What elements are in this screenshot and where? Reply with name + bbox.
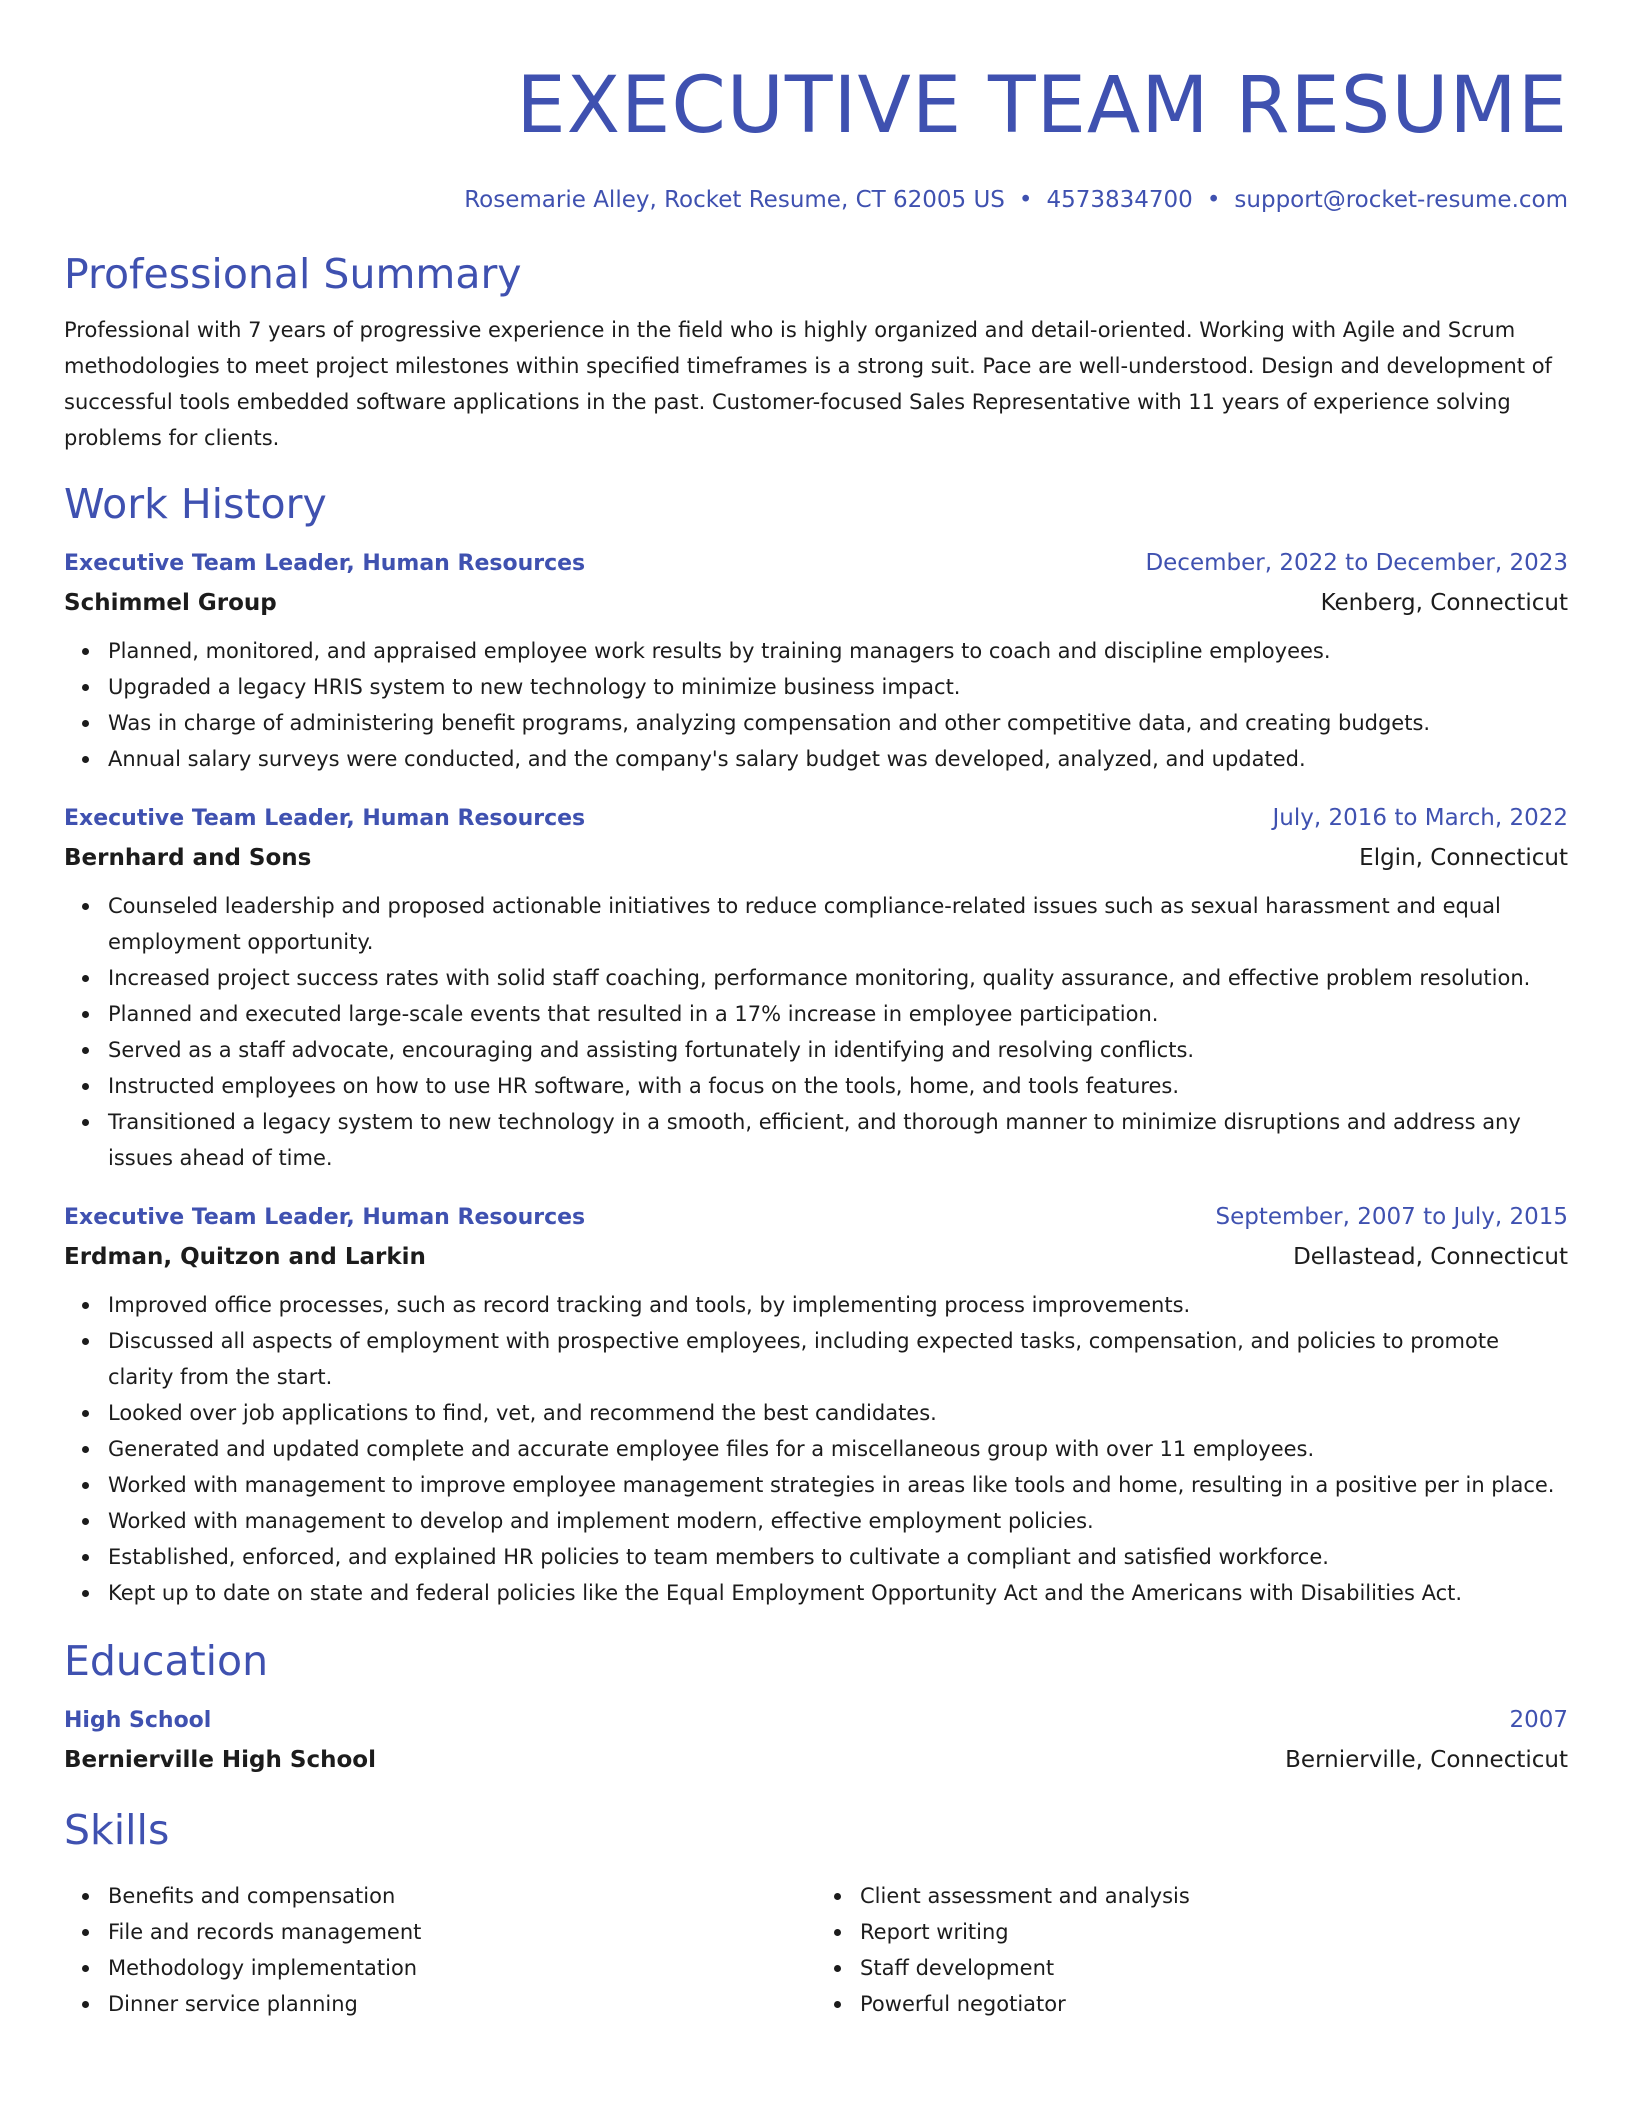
skills-columns [64,1868,1568,2022]
list-item-text: Improved office processes, such as record tracking and tools, by implementing process improvements. [108,1293,1191,1317]
list-item [108,1323,1568,1395]
bullet-icon [82,903,89,910]
list-item [860,1950,1568,1986]
bullet-icon [82,975,89,982]
job-dates: December, 2022 to December, 2023 [1145,550,1568,576]
list-item [108,633,1568,669]
list-item-text: Dinner service planning [108,1992,358,2016]
list-item [108,1287,1568,1323]
list-item-text: Served as a staff advocate, encouraging and assisting fortunately in identifying and resolving conflicts. [108,1038,1195,1062]
job-company-row [64,1237,1568,1277]
job-location: Dellastead, Connecticut [1293,1244,1568,1270]
job-dates: July, 2016 to March, 2022 [1272,805,1568,831]
list-item [108,1032,1568,1068]
bullet-icon [82,1047,89,1054]
list-item [108,1878,816,1914]
work-history-section [64,476,1568,1611]
job-company-row [64,838,1568,878]
job-header-row [64,544,1568,583]
section-heading-work-history: Work History [64,480,327,528]
bullet-icon [82,720,89,727]
list-item [108,1914,816,1950]
list-item [108,1467,1568,1503]
job-role: Executive Team Leader, Human Resources [64,1205,586,1230]
skills-section [64,1802,1568,2022]
job-company: Erdman, Quitzon and Larkin [64,1244,426,1270]
bullet-icon [834,1893,841,1900]
bullet-icon [82,1410,89,1417]
bullet-icon [82,1083,89,1090]
list-item-text: Counseled leadership and proposed actionable initiatives to reduce compliance-related issues such as sexual harassment and equal employment opportunity. [108,894,1501,954]
list-item-text: Transitioned a legacy system to new technology in a smooth, efficient, and thorough manner to minimize disruptions and address any issues ahead of time. [108,1110,1521,1170]
job-role: Executive Team Leader, Human Resources [64,806,586,831]
list-item-text: Was in charge of administering benefit programs, analyzing compensation and other competitive data, and creating budgets. [108,711,1431,735]
list-item [108,1395,1568,1431]
list-item-text: Upgraded a legacy HRIS system to new technology to minimize business impact. [108,675,961,699]
list-item [860,1986,1568,2022]
job-entry [64,544,1568,777]
contact-separator: • [1018,187,1033,213]
list-item [108,1068,1568,1104]
bullet-icon [82,1446,89,1453]
job-role: Executive Team Leader, Human Resources [64,551,586,576]
list-item-text: Instructed employees on how to use HR software, with a focus on the tools, home, and tools features. [108,1074,1180,1098]
bullet-icon [82,1338,89,1345]
list-item [108,705,1568,741]
job-company: Schimmel Group [64,590,277,616]
list-item-text: Kept up to date on state and federal policies like the Equal Employment Opportunity Act and the Americans with Disabilities Act. [108,1581,1463,1605]
education-year: 2007 [1509,1707,1568,1733]
summary-text: Professional with 7 years of progressive experience in the field who is highly organized and detail-oriented. Working with Agile and Scrum methodologies to meet project milestones within specified timeframes is a strong suit. Pace are well-understood. Design and development of successful tools embedded software applications in the past. Customer-focused Sales Representative with 11 years of experience solving problems for clients. [64,318,1552,450]
list-item [108,888,1568,960]
list-item-text: Generated and updated complete and accurate employee files for a miscellaneous group with over 11 employees. [108,1437,1315,1461]
list-item-text: Annual salary surveys were conducted, and the company's salary budget was developed, analyzed, and updated. [108,747,1306,771]
list-item-text: Staff development [860,1956,1055,1980]
education-section [64,1633,1568,1780]
list-item-text: Methodology implementation [108,1956,418,1980]
education-location: Bernierville, Connecticut [1285,1747,1568,1773]
contact-line [64,184,1568,216]
list-item [108,669,1568,705]
bullet-icon [82,1965,89,1972]
contact-phone: 4573834700 [1046,187,1193,213]
list-item [108,1503,1568,1539]
list-item [860,1914,1568,1950]
skills-list-right [816,1878,1568,2022]
list-item-text: Discussed all aspects of employment with prospective employees, including expected tasks, compensation, and policies to promote clarity from the start. [108,1329,1500,1389]
section-heading-education: Education [64,1637,269,1685]
bullet-icon [82,1119,89,1126]
job-bullets [64,633,1568,777]
bullet-icon [834,2001,841,2008]
contact-email: support@rocket-resume.com [1234,187,1568,213]
list-item [108,1104,1568,1176]
summary-section [64,246,1568,456]
bullet-icon [82,648,89,655]
list-item [108,1575,1568,1611]
bullet-icon [82,1554,89,1561]
list-item [108,1431,1568,1467]
resume-title: EXECUTIVE TEAM RESUME [516,61,1568,151]
job-bullets [64,1287,1568,1611]
list-item [108,741,1568,777]
list-item-text: File and records management [108,1920,422,1944]
bullet-icon [834,1965,841,1972]
job-location: Kenberg, Connecticut [1320,590,1568,616]
list-item [860,1878,1568,1914]
list-item-text: Looked over job applications to find, vet, and recommend the best candidates. [108,1401,937,1425]
list-item [108,1950,816,1986]
list-item-text: Planned and executed large-scale events that resulted in a 17% increase in employee participation. [108,1002,1159,1026]
job-dates: September, 2007 to July, 2015 [1215,1204,1568,1230]
education-degree: High School [64,1708,212,1733]
job-company-row [64,583,1568,623]
bullet-icon [834,1929,841,1936]
bullet-icon [82,1011,89,1018]
list-item-text: Powerful negotiator [860,1992,1066,2016]
list-item-text: Report writing [860,1920,1009,1944]
list-item [108,1539,1568,1575]
section-heading-summary: Professional Summary [64,250,522,298]
bullet-icon [82,1302,89,1309]
list-item-text: Benefits and compensation [108,1884,396,1908]
list-item-text: Increased project success rates with solid staff coaching, performance monitoring, quality assurance, and effective problem resolution. [108,966,1531,990]
list-item-text: Client assessment and analysis [860,1884,1190,1908]
job-entry [64,1198,1568,1611]
job-list [64,544,1568,1611]
list-item [108,1986,816,2022]
bullet-icon [82,1893,89,1900]
list-item-text: Planned, monitored, and appraised employee work results by training managers to coach and discipline employees. [108,639,1331,663]
bullet-icon [82,1518,89,1525]
job-company: Bernhard and Sons [64,845,312,871]
contact-separator: • [1206,187,1221,213]
bullet-icon [82,2001,89,2008]
section-heading-skills: Skills [64,1806,170,1854]
list-item [108,960,1568,996]
list-item-text: Worked with management to develop and implement modern, effective employment policies. [108,1509,1094,1533]
job-entry [64,799,1568,1176]
list-item [108,996,1568,1032]
job-header-row [64,1198,1568,1237]
bullet-icon [82,1929,89,1936]
bullet-icon [82,1590,89,1597]
list-item-text: Worked with management to improve employee management strategies in areas like tools and home, resulting in a positive per in place. [108,1473,1555,1497]
job-header-row [64,799,1568,838]
job-bullets [64,888,1568,1176]
job-location: Elgin, Connecticut [1359,845,1568,871]
skills-list-left [64,1878,816,2022]
bullet-icon [82,1482,89,1489]
education-school: Bernierville High School [64,1747,376,1773]
bullet-icon [82,756,89,763]
list-item-text: Established, enforced, and explained HR policies to team members to cultivate a compliant and satisfied workforce. [108,1545,1329,1569]
contact-address: Rosemarie Alley, Rocket Resume, CT 62005 US [464,187,1005,213]
bullet-icon [82,684,89,691]
